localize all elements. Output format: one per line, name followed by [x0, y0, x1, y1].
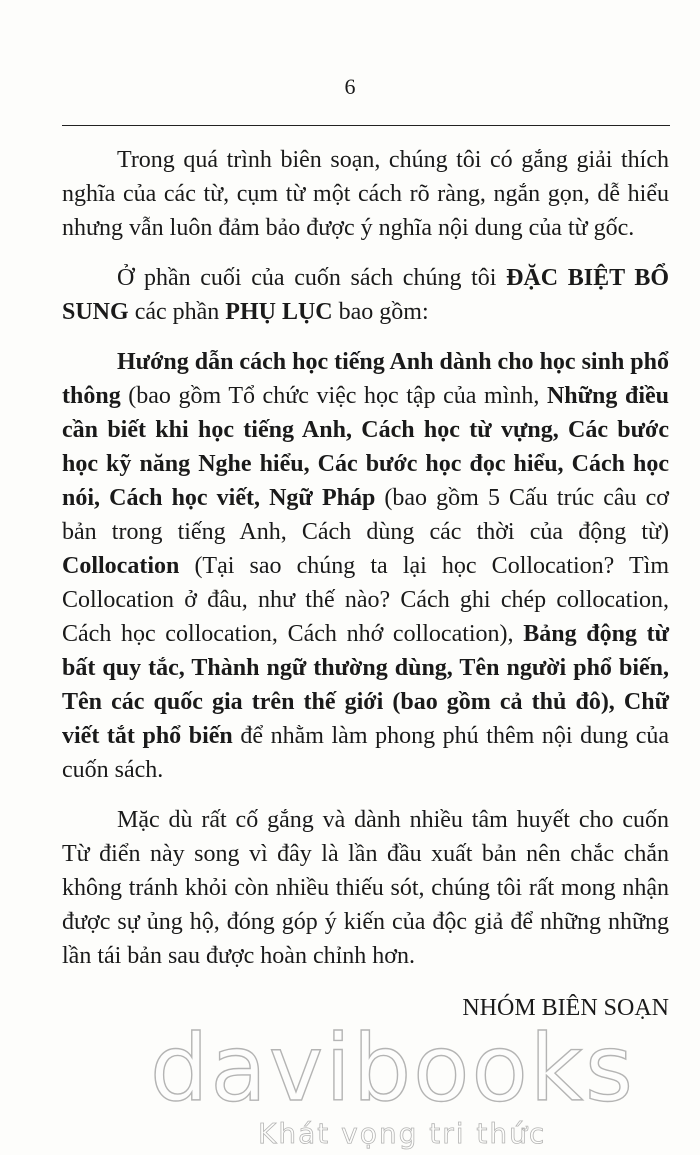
paragraph-3: [62, 345, 669, 787]
signature: NHÓM BIÊN SOẠN: [462, 995, 669, 1021]
text-run: (Tại sao chúng ta lại học Collocation? Tìm Collocation ở đâu, như thế nào? Cách ghi chép collocation, Cách học collocation, Cách nhớ collocation),: [62, 553, 669, 647]
bold-run: Collocation: [62, 553, 180, 579]
paragraph-2: [62, 261, 669, 329]
bold-run: Những điều cần biết khi học tiếng Anh, Cách học từ vựng, Các bước học kỹ năng Nghe hiểu, Các bước học đọc hiểu, Cách học nói, Cách học viết, Ngữ Pháp: [62, 383, 669, 511]
text-run: bao gồm:: [332, 299, 429, 325]
text-run: (bao gồm Tổ chức việc học tập của mình,: [120, 383, 547, 409]
text-run: (bao gồm 5 Cấu trúc câu cơ bản trong tiếng Anh, Cách dùng các thời của động từ): [62, 485, 669, 545]
page-content: [62, 143, 669, 1041]
paragraph-1: Trong quá trình biên soạn, chúng tôi có gắng giải thích nghĩa của các từ, cụm từ một cách rõ ràng, ngắn gọn, dễ hiểu nhưng vẫn luôn đảm bảo được ý nghĩa nội dung của từ gốc.: [62, 147, 669, 241]
watermark-logo-text: davibooks: [150, 1015, 635, 1122]
bold-run: ĐẶC BIỆT BỔ SUNG: [62, 265, 669, 325]
text-run: để nhằm làm phong phú thêm nội dung của cuốn sách.: [62, 723, 670, 783]
header-rule: [62, 125, 670, 126]
text-run: các phần: [128, 299, 226, 325]
watermark-tagline: Khát vọng tri thức: [258, 1117, 547, 1150]
text-run: Ở phần cuối của cuốn sách chúng tôi: [117, 265, 507, 291]
page-number: 6: [344, 74, 356, 99]
bold-run: Bảng động từ bất quy tắc, Thành ngữ thường dùng, Tên người phổ biến, Tên các quốc gia trên thế giới (bao gồm cả thủ đô), Chữ viết tắt phổ biến: [62, 621, 669, 749]
bold-run: Hướng dẫn cách học tiếng Anh dành cho học sinh phổ thông: [62, 349, 669, 409]
paragraph-4: Mặc dù rất cố gắng và dành nhiều tâm huyết cho cuốn Từ điển này song vì đây là lần đầu xuất bản nên chắc chắn không tránh khỏi còn nhiều thiếu sót, chúng tôi rất mong nhận được sự ủng hộ, đóng góp ý kiến của độc giả để những những lần tái bản sau được hoàn chỉnh hơn.: [62, 807, 669, 969]
bold-run: PHỤ LỤC: [225, 299, 333, 325]
